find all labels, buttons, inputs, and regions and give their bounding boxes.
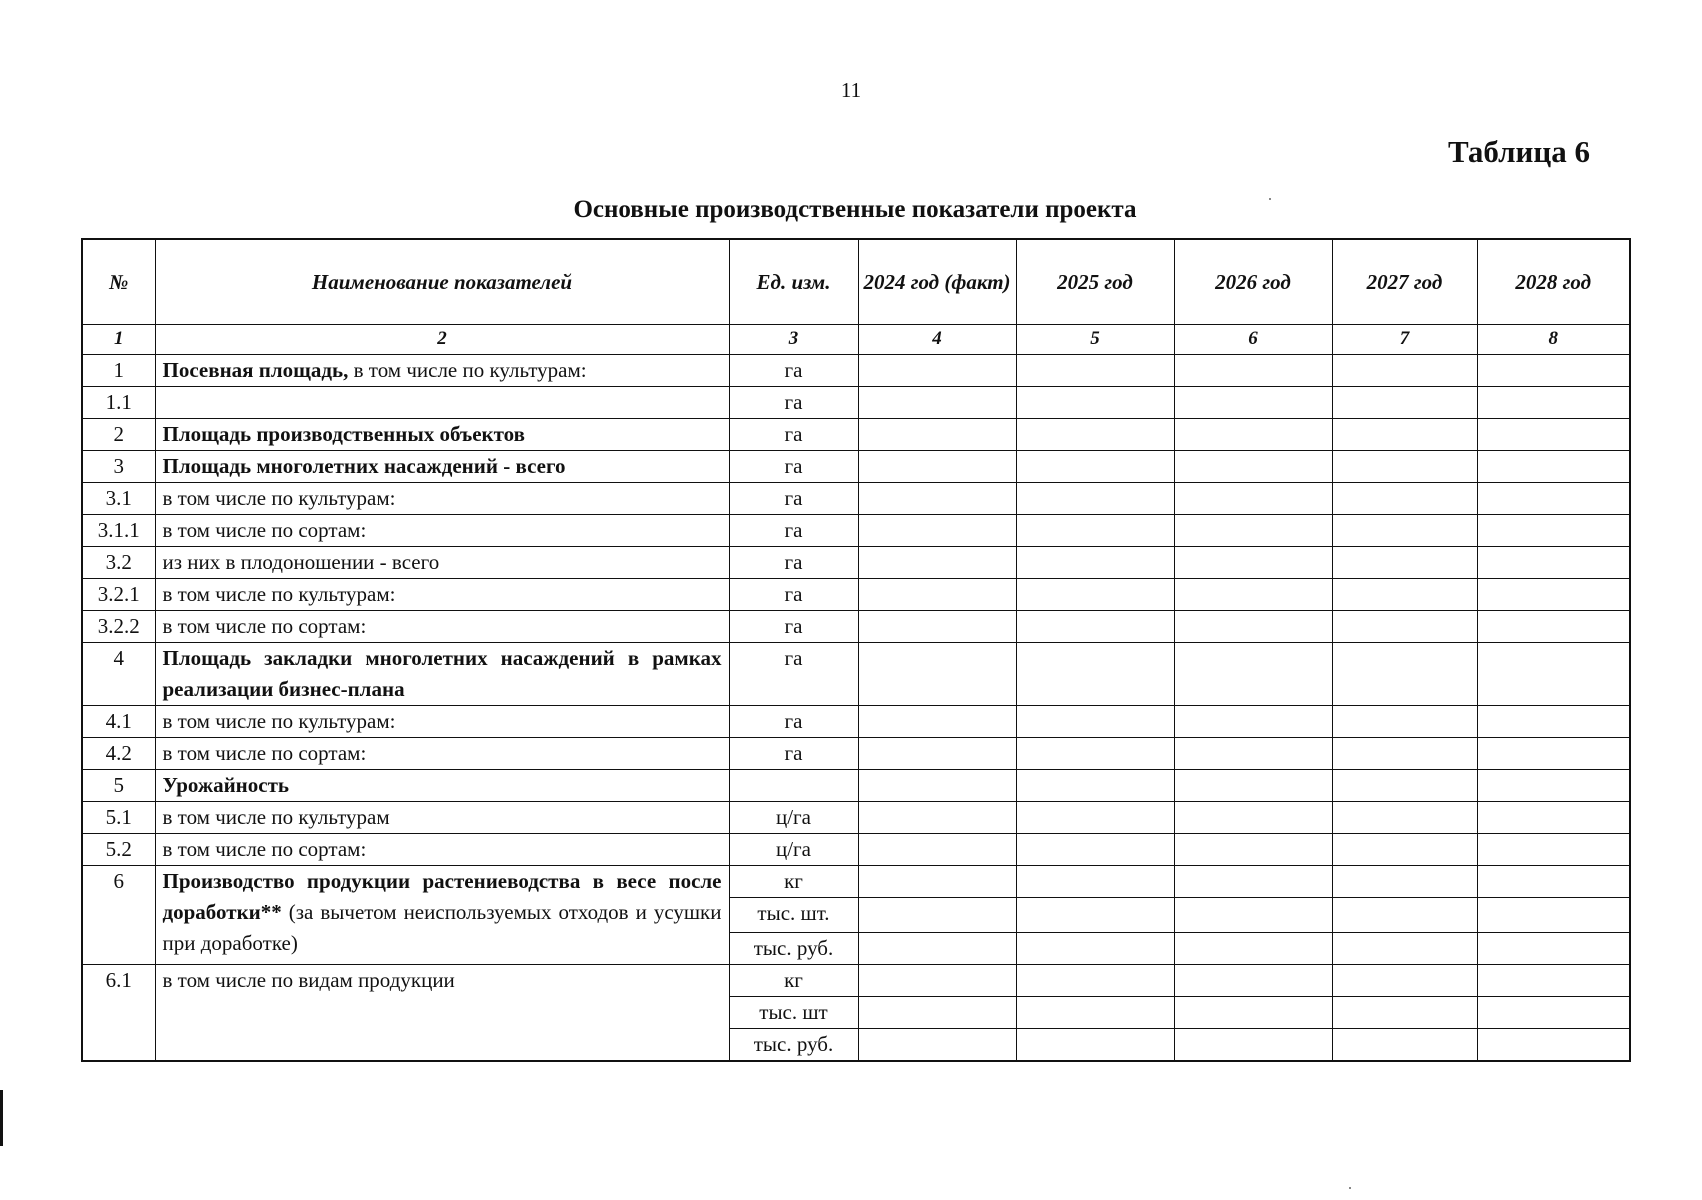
value-cell-2027 — [1332, 866, 1477, 898]
value-cell-2027 — [1332, 643, 1477, 706]
indicator-name-bold: Посевная площадь, — [162, 358, 349, 382]
value-cell-2026 — [1174, 770, 1332, 802]
row-number: 6.1 — [82, 965, 155, 1062]
value-cell-2028 — [1477, 933, 1630, 965]
indicator-name-bold: Производство продукции растениеводства в весе после доработки** — [162, 869, 722, 924]
value-cell-2024 — [858, 866, 1016, 898]
value-cell-2024 — [858, 419, 1016, 451]
value-cell-2024 — [858, 451, 1016, 483]
value-cell-2024 — [858, 483, 1016, 515]
unit-cell: га — [729, 706, 858, 738]
table-row — [82, 611, 1630, 643]
value-cell-2024 — [858, 611, 1016, 643]
indicator-name — [155, 866, 729, 965]
value-cell-2026 — [1174, 547, 1332, 579]
value-cell-2024 — [858, 898, 1016, 933]
value-cell-2025 — [1016, 387, 1174, 419]
row-number: 4 — [82, 643, 155, 706]
table-row — [82, 738, 1630, 770]
value-cell-2024 — [858, 965, 1016, 997]
value-cell-2024 — [858, 706, 1016, 738]
value-cell-2027 — [1332, 738, 1477, 770]
value-cell-2024 — [858, 738, 1016, 770]
unit-cell: га — [729, 611, 858, 643]
value-cell-2025 — [1016, 706, 1174, 738]
value-cell-2027 — [1332, 997, 1477, 1029]
unit-cell: га — [729, 483, 858, 515]
unit-cell: ц/га — [729, 802, 858, 834]
value-cell-2026 — [1174, 997, 1332, 1029]
value-cell-2028 — [1477, 387, 1630, 419]
table-row — [82, 706, 1630, 738]
value-cell-2028 — [1477, 802, 1630, 834]
value-cell-2028 — [1477, 898, 1630, 933]
value-cell-2028 — [1477, 965, 1630, 997]
row-number: 3 — [82, 451, 155, 483]
value-cell-2025 — [1016, 515, 1174, 547]
value-cell-2025 — [1016, 965, 1174, 997]
scan-edge-mark — [0, 1090, 3, 1146]
table-row — [82, 866, 1630, 898]
unit-cell: га — [729, 515, 858, 547]
unit-cell: га — [729, 387, 858, 419]
value-cell-2026 — [1174, 483, 1332, 515]
row-number: 1 — [82, 355, 155, 387]
table-row — [82, 419, 1630, 451]
table-row — [82, 483, 1630, 515]
unit-cell: кг — [729, 965, 858, 997]
value-cell-2028 — [1477, 770, 1630, 802]
value-cell-2027 — [1332, 933, 1477, 965]
value-cell-2028 — [1477, 706, 1630, 738]
value-cell-2027 — [1332, 706, 1477, 738]
row-number: 5 — [82, 770, 155, 802]
value-cell-2027 — [1332, 834, 1477, 866]
value-cell-2027 — [1332, 547, 1477, 579]
value-cell-2028 — [1477, 834, 1630, 866]
indicator-name: в том числе по культурам — [155, 802, 729, 834]
value-cell-2028 — [1477, 579, 1630, 611]
value-cell-2024 — [858, 547, 1016, 579]
row-number: 4.1 — [82, 706, 155, 738]
header-number: № — [82, 239, 155, 325]
value-cell-2026 — [1174, 898, 1332, 933]
table-row — [82, 515, 1630, 547]
table-row — [82, 355, 1630, 387]
value-cell-2027 — [1332, 515, 1477, 547]
indicator-name: в том числе по сортам: — [155, 738, 729, 770]
row-number: 5.2 — [82, 834, 155, 866]
column-number: 2 — [155, 325, 729, 355]
value-cell-2028 — [1477, 451, 1630, 483]
table-row — [82, 770, 1630, 802]
row-number: 3.1.1 — [82, 515, 155, 547]
table-row — [82, 547, 1630, 579]
indicator-name: в том числе по культурам: — [155, 579, 729, 611]
value-cell-2025 — [1016, 451, 1174, 483]
scan-speck — [1349, 1187, 1351, 1189]
value-cell-2025 — [1016, 1029, 1174, 1062]
value-cell-2024 — [858, 643, 1016, 706]
table-row — [82, 579, 1630, 611]
value-cell-2027 — [1332, 419, 1477, 451]
header-indicator-name: Наименование показателей — [155, 239, 729, 325]
value-cell-2024 — [858, 802, 1016, 834]
value-cell-2028 — [1477, 419, 1630, 451]
value-cell-2028 — [1477, 515, 1630, 547]
value-cell-2026 — [1174, 965, 1332, 997]
indicator-name: в том числе по видам продукции — [155, 965, 729, 1062]
value-cell-2025 — [1016, 933, 1174, 965]
table-title: Основные производственные показатели проекта — [573, 196, 1137, 223]
unit-cell: га — [729, 547, 858, 579]
column-number: 5 — [1016, 325, 1174, 355]
page-number: 11 — [840, 78, 862, 102]
value-cell-2025 — [1016, 802, 1174, 834]
row-number: 3.2.2 — [82, 611, 155, 643]
value-cell-2025 — [1016, 643, 1174, 706]
indicator-name: в том числе по культурам: — [155, 706, 729, 738]
value-cell-2025 — [1016, 419, 1174, 451]
row-number: 3.2.1 — [82, 579, 155, 611]
header-unit: Ед. изм. — [729, 239, 858, 325]
unit-cell: кг — [729, 866, 858, 898]
value-cell-2025 — [1016, 483, 1174, 515]
column-number: 1 — [82, 325, 155, 355]
value-cell-2027 — [1332, 451, 1477, 483]
indicator-name: из них в плодоношении - всего — [155, 547, 729, 579]
value-cell-2026 — [1174, 579, 1332, 611]
unit-cell: га — [729, 355, 858, 387]
unit-cell: тыс. руб. — [729, 1029, 858, 1062]
value-cell-2024 — [858, 770, 1016, 802]
value-cell-2025 — [1016, 547, 1174, 579]
value-cell-2025 — [1016, 738, 1174, 770]
indicator-name — [155, 355, 729, 387]
value-cell-2026 — [1174, 866, 1332, 898]
value-cell-2025 — [1016, 355, 1174, 387]
column-number: 8 — [1477, 325, 1630, 355]
table-row — [82, 387, 1630, 419]
row-number: 3.2 — [82, 547, 155, 579]
value-cell-2025 — [1016, 866, 1174, 898]
header-row — [82, 239, 1630, 325]
unit-cell: га — [729, 579, 858, 611]
value-cell-2027 — [1332, 770, 1477, 802]
indicator-name: в том числе по сортам: — [155, 515, 729, 547]
value-cell-2026 — [1174, 611, 1332, 643]
value-cell-2026 — [1174, 706, 1332, 738]
value-cell-2024 — [858, 387, 1016, 419]
value-cell-2027 — [1332, 387, 1477, 419]
indicator-name: в том числе по сортам: — [155, 834, 729, 866]
column-number: 6 — [1174, 325, 1332, 355]
table-row — [82, 802, 1630, 834]
indicator-name: Урожайность — [155, 770, 729, 802]
unit-cell: га — [729, 419, 858, 451]
value-cell-2027 — [1332, 802, 1477, 834]
value-cell-2028 — [1477, 355, 1630, 387]
header-year-2028: 2028 год — [1477, 239, 1630, 325]
row-number: 4.2 — [82, 738, 155, 770]
table-row — [82, 965, 1630, 997]
value-cell-2026 — [1174, 387, 1332, 419]
value-cell-2024 — [858, 1029, 1016, 1062]
value-cell-2027 — [1332, 355, 1477, 387]
unit-cell: тыс. шт. — [729, 898, 858, 933]
value-cell-2026 — [1174, 834, 1332, 866]
value-cell-2026 — [1174, 933, 1332, 965]
unit-cell: га — [729, 451, 858, 483]
indicator-name-rest: в том числе по культурам: — [348, 358, 587, 382]
row-number: 6 — [82, 866, 155, 965]
value-cell-2028 — [1477, 547, 1630, 579]
column-number: 7 — [1332, 325, 1477, 355]
value-cell-2026 — [1174, 451, 1332, 483]
value-cell-2026 — [1174, 419, 1332, 451]
unit-cell — [729, 770, 858, 802]
value-cell-2028 — [1477, 738, 1630, 770]
unit-cell: га — [729, 643, 858, 706]
value-cell-2025 — [1016, 579, 1174, 611]
value-cell-2026 — [1174, 738, 1332, 770]
value-cell-2027 — [1332, 1029, 1477, 1062]
unit-cell: ц/га — [729, 834, 858, 866]
value-cell-2028 — [1477, 997, 1630, 1029]
value-cell-2026 — [1174, 515, 1332, 547]
row-number: 1.1 — [82, 387, 155, 419]
column-number: 3 — [729, 325, 858, 355]
value-cell-2024 — [858, 515, 1016, 547]
value-cell-2024 — [858, 834, 1016, 866]
value-cell-2025 — [1016, 834, 1174, 866]
value-cell-2026 — [1174, 1029, 1332, 1062]
column-number: 4 — [858, 325, 1016, 355]
header-year-2026: 2026 год — [1174, 239, 1332, 325]
value-cell-2026 — [1174, 802, 1332, 834]
value-cell-2027 — [1332, 579, 1477, 611]
indicator-name: в том числе по культурам: — [155, 483, 729, 515]
table-row — [82, 834, 1630, 866]
value-cell-2027 — [1332, 898, 1477, 933]
value-cell-2025 — [1016, 770, 1174, 802]
indicator-name — [155, 387, 729, 419]
unit-cell: тыс. руб. — [729, 933, 858, 965]
indicator-name: в том числе по сортам: — [155, 611, 729, 643]
row-number: 2 — [82, 419, 155, 451]
indicator-name: Площадь закладки многолетних насаждений в рамках реализации бизнес-плана — [155, 643, 729, 706]
value-cell-2024 — [858, 933, 1016, 965]
indicator-name: Площадь производственных объектов — [155, 419, 729, 451]
value-cell-2028 — [1477, 643, 1630, 706]
indicators-table — [81, 238, 1631, 1062]
value-cell-2028 — [1477, 611, 1630, 643]
value-cell-2028 — [1477, 866, 1630, 898]
value-cell-2024 — [858, 997, 1016, 1029]
table-label: Таблица 6 — [1448, 134, 1590, 169]
value-cell-2025 — [1016, 898, 1174, 933]
unit-cell: тыс. шт — [729, 997, 858, 1029]
value-cell-2027 — [1332, 611, 1477, 643]
header-year-2024: 2024 год (факт) — [858, 239, 1016, 325]
table-row — [82, 643, 1630, 706]
value-cell-2025 — [1016, 997, 1174, 1029]
value-cell-2024 — [858, 579, 1016, 611]
value-cell-2028 — [1477, 483, 1630, 515]
table-row — [82, 451, 1630, 483]
row-number: 5.1 — [82, 802, 155, 834]
value-cell-2028 — [1477, 1029, 1630, 1062]
column-number-row — [82, 325, 1630, 355]
value-cell-2024 — [858, 355, 1016, 387]
value-cell-2027 — [1332, 965, 1477, 997]
header-year-2027: 2027 год — [1332, 239, 1477, 325]
value-cell-2026 — [1174, 643, 1332, 706]
header-year-2025: 2025 год — [1016, 239, 1174, 325]
indicator-name-rest: (за вычетом неиспользуемых отходов и усушки при доработке) — [162, 900, 722, 955]
indicator-name: Площадь многолетних насаждений - всего — [155, 451, 729, 483]
value-cell-2027 — [1332, 483, 1477, 515]
scan-speck — [1269, 198, 1271, 200]
value-cell-2026 — [1174, 355, 1332, 387]
value-cell-2025 — [1016, 611, 1174, 643]
unit-cell: га — [729, 738, 858, 770]
row-number: 3.1 — [82, 483, 155, 515]
